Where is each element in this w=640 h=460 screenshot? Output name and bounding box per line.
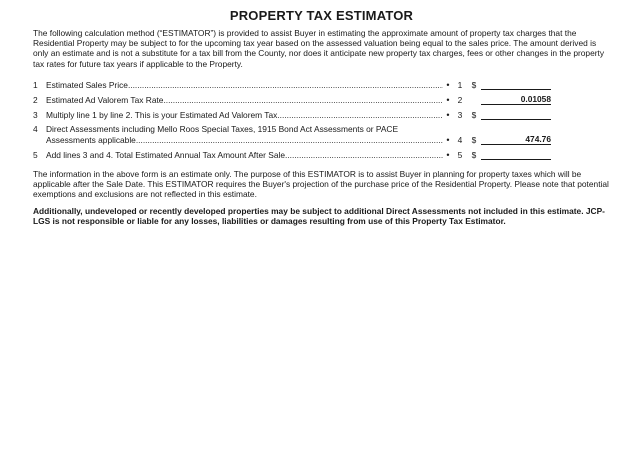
bullet-icon: • — [446, 109, 450, 120]
line-label: Estimated Ad Valorem Tax Rate — [46, 94, 164, 105]
line-number: 2 — [33, 94, 38, 105]
tax-rate-field[interactable]: 0.01058 — [481, 94, 551, 105]
line-reference: 5 — [457, 149, 463, 160]
leader-dots — [136, 135, 443, 145]
line-description — [46, 124, 443, 144]
intro-paragraph: The following calculation method (“ESTIMATOR”) is provided to assist Buyer in estimating the approximate amount of property tax charges that the Residential Property may be subject to for the upcoming tax year based on the assessed valuation being equal to the sales price. The amount derived is only an estimate and is not a substitute for a tax bill from the County, nor does it anticipate new property tax charges, fees or other changes in the property tax rates for future tax years if applicable to the Property. — [33, 28, 605, 69]
estimator-lines — [33, 79, 608, 160]
document-title: PROPERTY TAX ESTIMATOR — [229, 8, 414, 23]
line-reference: 2 — [457, 94, 463, 105]
line-item-2 — [33, 94, 608, 105]
line-label: Estimated Sales Price — [46, 79, 128, 90]
line-item-5 — [33, 149, 608, 160]
line-description — [46, 95, 443, 105]
sales-price-field[interactable] — [481, 79, 551, 90]
bullet-icon: • — [446, 149, 450, 160]
line-description — [46, 150, 443, 160]
line-item-1 — [33, 79, 608, 90]
line-label: Add lines 3 and 4. Total Estimated Annual Tax Amount After Sale — [46, 149, 285, 160]
line-item-4 — [33, 124, 608, 144]
line-item-3 — [33, 109, 608, 120]
line-description — [46, 110, 443, 120]
direct-assessments-field[interactable]: 474.76 — [481, 134, 551, 145]
currency-sign: $ — [471, 134, 477, 145]
line-label: Direct Assessments including Mello Roos Special Taxes, 1915 Bond Act Assessments or PACE — [46, 124, 399, 135]
currency-sign: $ — [471, 79, 477, 90]
line-number: 4 — [33, 124, 38, 135]
bullet-icon: • — [446, 94, 450, 105]
line-number: 3 — [33, 109, 38, 120]
total-tax-field[interactable] — [481, 149, 551, 160]
leader-dots — [277, 110, 443, 120]
currency-sign: $ — [471, 109, 477, 120]
bullet-icon: • — [446, 134, 450, 145]
ad-valorem-tax-field[interactable] — [481, 109, 551, 120]
leader-dots — [163, 95, 443, 105]
bullet-icon: • — [446, 79, 450, 90]
line-number: 1 — [33, 79, 38, 90]
line-description — [46, 80, 443, 90]
currency-sign: $ — [471, 149, 477, 160]
line-reference: 1 — [457, 79, 463, 90]
disclaimer-paragraph: The information in the above form is an estimate only. The purpose of this ESTIMATOR is to assist Buyer in planning for property taxes which will be applicable after the Sale Date. This ESTIMATOR requires the Buyer's projection of the purchase price of the Residential Property. Please note that potential exemptions and exclusions are not reflected in this estimate. — [33, 168, 609, 200]
line-number: 5 — [33, 149, 38, 160]
leader-dots — [128, 80, 443, 90]
line-reference: 4 — [457, 134, 463, 145]
leader-dots — [285, 150, 443, 160]
line-reference: 3 — [457, 109, 463, 120]
line-label: Multiply line 1 by line 2. This is your Estimated Ad Valorem Tax — [46, 109, 278, 120]
warning-paragraph: Additionally, undeveloped or recently developed properties may be subject to additional Direct Assessments not included in this estimate. JCP-LGS is not responsible or liable for any losses, liabilities or damages resulting from use of this Property Tax Estimator. — [33, 205, 605, 226]
line-label-continued: Assessments applicable — [46, 134, 136, 145]
